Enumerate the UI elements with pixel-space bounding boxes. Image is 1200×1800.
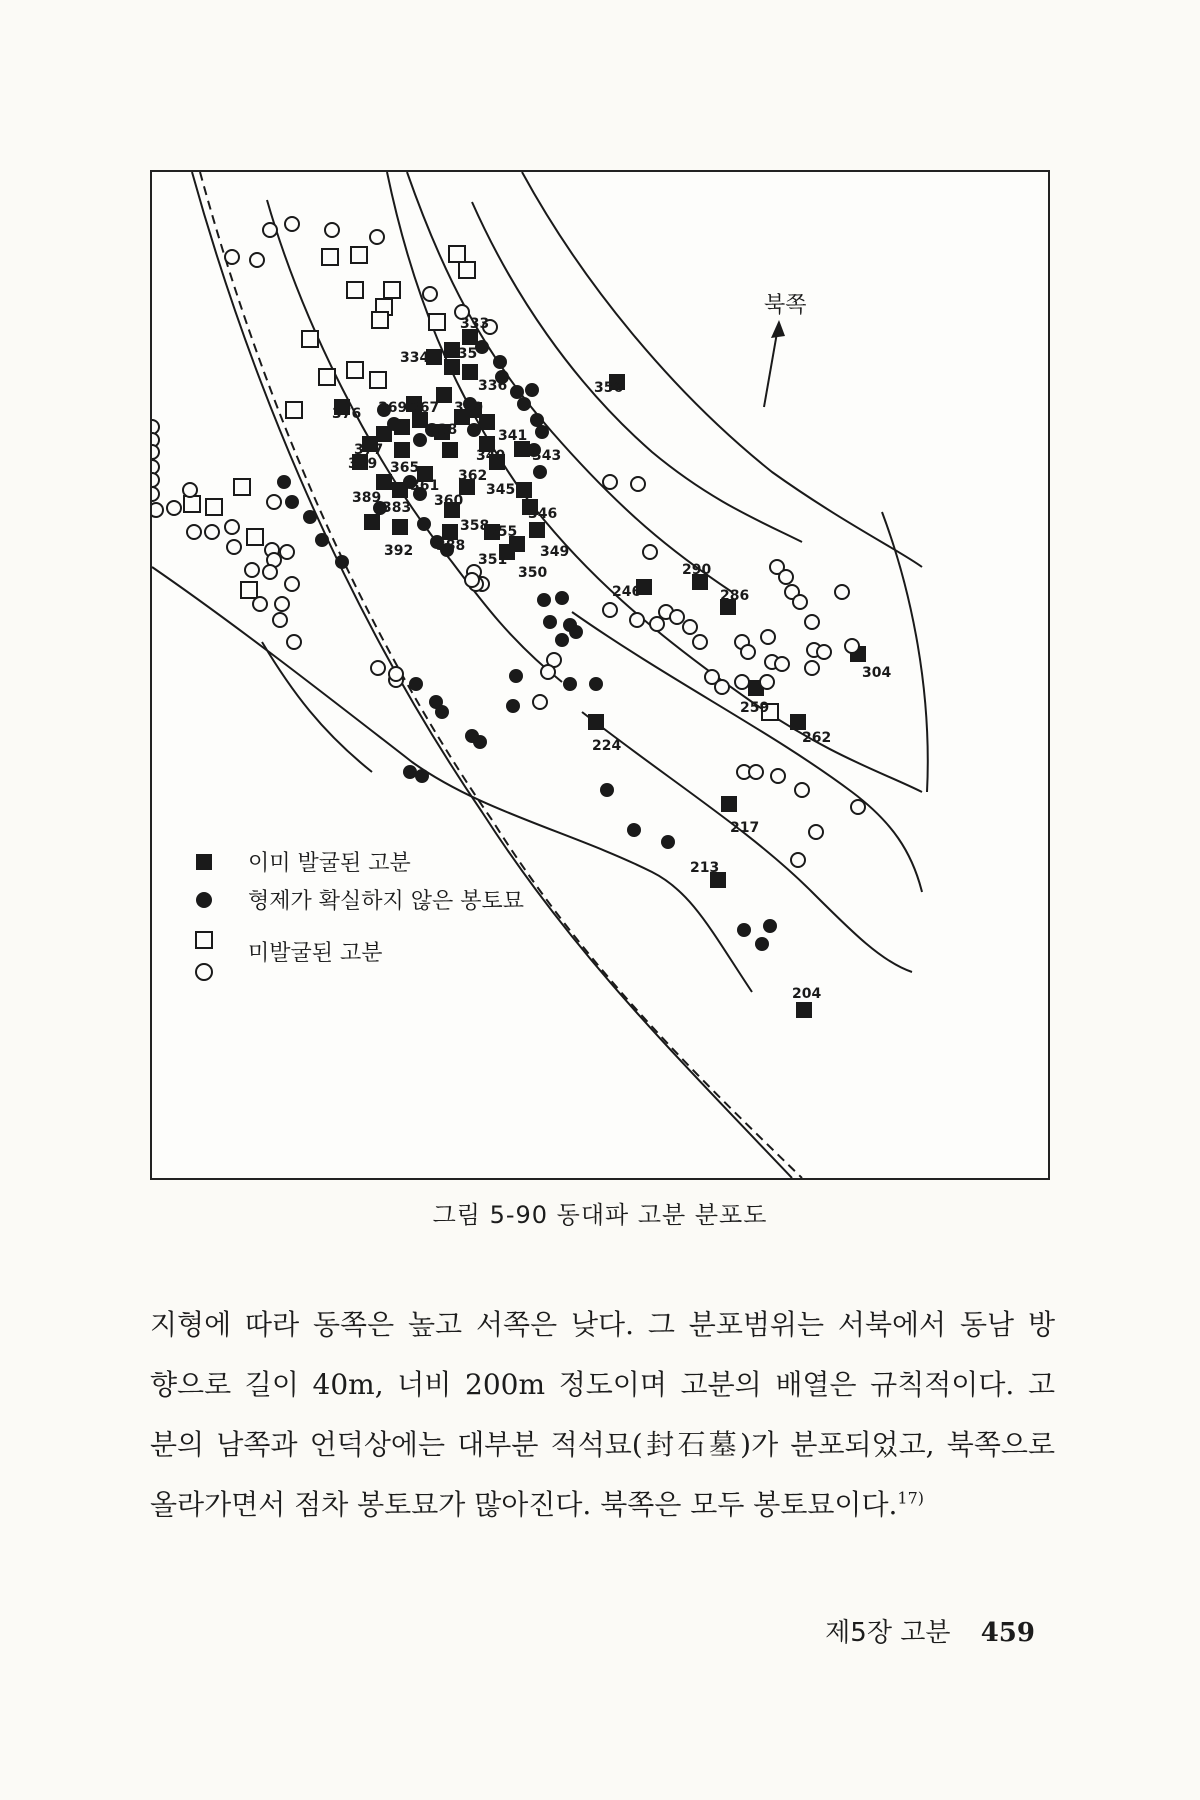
excavated-tomb-marker-20 — [516, 482, 532, 498]
body-line-4 — [150, 1475, 1055, 1535]
unexcavated-square-marker — [206, 499, 222, 515]
unexcavated-tomb-marker — [760, 675, 774, 689]
unexcavated-tomb-marker — [771, 769, 785, 783]
body-line-4-text: 올라가면서 점차 봉토묘가 많아진다. 북쪽은 모두 봉토묘이다. — [150, 1488, 898, 1521]
mound-tomb-marker — [569, 625, 583, 639]
unexcavated-tomb-marker — [741, 645, 755, 659]
body-line-2: 향으로 길이 40m, 너비 200m 정도이며 고분의 배열은 규칙적이다. 고 — [150, 1368, 1055, 1401]
unexcavated-tomb-marker — [152, 460, 159, 474]
unexcavated-tomb-marker — [389, 667, 403, 681]
mound-label-7: 369 — [378, 400, 408, 416]
unexcavated-square-marker — [370, 372, 386, 388]
unexcavated-tomb-marker — [779, 570, 793, 584]
mound-label-34: 304 — [862, 665, 892, 681]
excavated-tomb-marker-38 — [721, 796, 737, 812]
unexcavated-tomb-marker — [805, 661, 819, 675]
mound-tomb-marker — [535, 425, 549, 439]
mound-tomb-marker — [409, 677, 423, 691]
mound-tomb-marker — [435, 705, 449, 719]
unexcavated-tomb-marker — [791, 853, 805, 867]
unexcavated-tomb-marker — [152, 503, 163, 517]
unexcavated-tomb-marker — [793, 595, 807, 609]
mound-label-35: 259 — [740, 700, 770, 716]
mound-label-8: 367 — [410, 400, 440, 416]
unexcavated-tomb-marker — [683, 620, 697, 634]
mound-tomb-marker — [525, 383, 539, 397]
legend-item-2 — [196, 889, 524, 914]
unexcavated-tomb-marker — [253, 597, 267, 611]
mound-tomb-marker — [755, 937, 769, 951]
unexcavated-tomb-marker — [693, 635, 707, 649]
mound-label-17: 362 — [458, 468, 488, 484]
unexcavated-tomb-marker — [152, 420, 159, 434]
unexcavated-tomb-marker — [423, 287, 437, 301]
page-footer — [825, 1612, 1035, 1649]
unexcavated-square-marker — [184, 496, 200, 512]
mound-tomb-marker — [563, 677, 577, 691]
unexcavated-tomb-marker — [603, 475, 617, 489]
legend — [196, 851, 524, 980]
mound-label-38: 217 — [730, 820, 760, 836]
mound-label-12: 377 — [354, 442, 384, 458]
unexcavated-tomb-marker — [227, 540, 241, 554]
mound-tomb-marker — [530, 413, 544, 427]
contour-south-low — [152, 567, 752, 992]
mound-label-5: 356 — [594, 380, 624, 396]
unexcavated-square-marker — [347, 282, 363, 298]
mound-tomb-marker — [417, 517, 431, 531]
mound-tomb-marker — [467, 423, 481, 437]
unexcavated-square-marker — [322, 249, 338, 265]
mound-tomb-marker — [413, 433, 427, 447]
unexcavated-tomb-marker — [650, 617, 664, 631]
mound-label-32: 246 — [612, 584, 642, 600]
unexcavated-square-marker — [449, 246, 465, 262]
mound-label-40: 204 — [792, 986, 822, 1002]
mound-tomb-marker — [509, 669, 523, 683]
unexcavated-square-marker — [351, 247, 367, 263]
legend-label-2: 형제가 확실하지 않은 봉토묘 — [248, 889, 525, 914]
mound-label-18: 361 — [410, 478, 440, 494]
mound-label-31: 290 — [682, 562, 712, 578]
mound-tomb-marker — [387, 417, 401, 431]
unexcavated-square-marker — [247, 529, 263, 545]
mound-tomb-marker — [473, 735, 487, 749]
unexcavated-square-marker — [234, 479, 250, 495]
mound-tomb-marker — [506, 699, 520, 713]
mound-label-23: 346 — [528, 506, 558, 522]
mound-label-2: 334 — [400, 350, 430, 366]
legend-label-4: 미발굴된 고분 — [248, 941, 383, 966]
legend-filled-square-icon — [196, 854, 212, 870]
mound-tomb-marker — [403, 765, 417, 779]
mound-tomb-marker — [315, 533, 329, 547]
unexcavated-tomb-marker — [205, 525, 219, 539]
mound-tomb-marker — [510, 385, 524, 399]
legend-item-4 — [196, 941, 383, 980]
unexcavated-tomb-marker — [845, 639, 859, 653]
excavated-tomb-marker-14 — [394, 442, 410, 458]
unexcavated-tomb-marker — [285, 577, 299, 591]
legend-filled-circle-icon — [196, 892, 212, 908]
unexcavated-tomb-marker — [267, 495, 281, 509]
chapter-title: 제5장 고분 — [825, 1618, 951, 1648]
legend-open-square-icon — [196, 932, 212, 948]
mound-tomb-marker — [600, 783, 614, 797]
mound-label-10: 338 — [428, 422, 458, 438]
unexcavated-tomb-marker — [263, 223, 277, 237]
mound-tomb-marker — [555, 633, 569, 647]
mound-tomb-marker — [537, 593, 551, 607]
unexcavated-tomb-marker — [371, 661, 385, 675]
mound-tomb-marker — [415, 769, 429, 783]
body-line-3: 분의 남쪽과 언덕상에는 대부분 적석묘(封石墓)가 분포되었고, 북쪽으로 — [150, 1428, 1055, 1461]
mound-tomb-marker — [335, 555, 349, 569]
unexcavated-tomb-marker — [245, 563, 259, 577]
unexcavated-tomb-marker — [630, 613, 644, 627]
legend-item-3 — [196, 932, 212, 948]
unexcavated-tomb-marker — [187, 525, 201, 539]
mound-tomb-marker — [737, 923, 751, 937]
mound-label-6: 376 — [332, 406, 362, 422]
unexcavated-tomb-marker — [670, 610, 684, 624]
legend-label-1: 이미 발굴된 고분 — [248, 851, 411, 876]
mound-tomb-marker — [661, 835, 675, 849]
unexcavated-tomb-marker — [533, 695, 547, 709]
excavated-tomb-marker-21 — [376, 474, 392, 490]
mound-label-24: 358 — [460, 518, 490, 534]
unexcavated-square-marker — [319, 369, 335, 385]
mound-tomb-marker — [533, 465, 547, 479]
mound-label-37: 224 — [592, 738, 622, 754]
unexcavated-tomb-marker — [275, 597, 289, 611]
mound-tomb-marker — [277, 475, 291, 489]
unexcavated-tomb-marker — [851, 800, 865, 814]
excavated-tomb-marker — [442, 442, 458, 458]
excavated-tomb-marker-28 — [392, 519, 408, 535]
unexcavated-tomb-marker — [643, 545, 657, 559]
unexcavated-tomb-marker — [152, 445, 159, 459]
contour-east-top — [522, 172, 922, 567]
unexcavated-tomb-marker — [795, 783, 809, 797]
mound-label-13: 379 — [348, 456, 378, 472]
mound-label-15: 340 — [476, 448, 506, 464]
mound-label-28: 392 — [384, 543, 414, 559]
unexcavated-square-marker — [372, 312, 388, 328]
unexcavated-tomb-marker — [541, 665, 555, 679]
mound-tomb-marker — [627, 823, 641, 837]
unexcavated-tomb-marker — [370, 230, 384, 244]
mound-tomb-marker — [589, 677, 603, 691]
mound-label-25: 355 — [488, 524, 518, 540]
unexcavated-square-marker — [241, 582, 257, 598]
unexcavated-square-marker — [302, 331, 318, 347]
unexcavated-tomb-marker — [225, 250, 239, 264]
mound-label-36: 262 — [802, 730, 832, 746]
unexcavated-tomb-marker — [835, 585, 849, 599]
mound-tomb-marker — [303, 510, 317, 524]
unexcavated-tomb-marker — [183, 483, 197, 497]
unexcavated-tomb-marker — [325, 223, 339, 237]
mound-label-30: 350 — [518, 565, 548, 581]
unexcavated-tomb-marker — [809, 825, 823, 839]
mound-tomb-marker — [763, 919, 777, 933]
unexcavated-tomb-marker — [805, 615, 819, 629]
north-label: 북쪽 — [764, 293, 807, 318]
unexcavated-tomb-marker — [775, 657, 789, 671]
mound-label-3: 335 — [448, 346, 478, 362]
mound-label-9: 339 — [454, 400, 484, 416]
excavated-tomb-marker-36 — [790, 714, 806, 730]
excavated-tomb-marker-37 — [588, 714, 604, 730]
unexcavated-tomb-marker — [603, 603, 617, 617]
mound-tomb-marker — [555, 591, 569, 605]
unexcavated-tomb-marker — [631, 477, 645, 491]
body-line-1: 지형에 따라 동쪽은 높고 서쪽은 낮다. 그 분포범위는 서북에서 동남 방 — [150, 1308, 1055, 1341]
unexcavated-tomb-marker — [285, 217, 299, 231]
figure-caption: 그림 5-90 동대파 고분 분포도 — [432, 1201, 768, 1229]
mound-tomb-marker — [285, 495, 299, 509]
unexcavated-tomb-marker — [749, 765, 763, 779]
footnote-ref: 17) — [897, 1488, 925, 1508]
contour-far-east — [882, 512, 928, 792]
unexcavated-tomb-marker — [263, 565, 277, 579]
mound-label-1: 333 — [460, 316, 490, 332]
unexcavated-square-marker — [347, 362, 363, 378]
distribution-map — [150, 170, 1050, 1180]
unexcavated-tomb-marker — [152, 487, 159, 501]
unexcavated-tomb-marker — [465, 573, 479, 587]
mound-label-22: 383 — [382, 500, 412, 516]
unexcavated-tomb-marker — [287, 635, 301, 649]
mound-label-4: 336 — [478, 378, 508, 394]
mound-label-11: 341 — [498, 428, 528, 444]
mound-label-39: 213 — [690, 860, 720, 876]
excavated-tomb-marker-27 — [529, 522, 545, 538]
unexcavated-tomb-marker — [280, 545, 294, 559]
unexcavated-tomb-marker — [250, 253, 264, 267]
unexcavated-tomb-marker — [735, 675, 749, 689]
mound-label-26: 388 — [436, 538, 466, 554]
mound-label-20: 345 — [486, 482, 516, 498]
mound-label-29: 351 — [478, 552, 508, 568]
mound-label-27: 349 — [540, 544, 570, 560]
mound-label-19: 360 — [434, 493, 464, 509]
mound-tomb-marker — [517, 397, 531, 411]
unexcavated-tomb-marker — [817, 645, 831, 659]
unexcavated-tomb-marker — [761, 630, 775, 644]
unexcavated-tomb-marker — [167, 501, 181, 515]
unexcavated-tomb-marker — [273, 613, 287, 627]
unexcavated-tomb-marker — [225, 520, 239, 534]
unexcavated-tomb-marker — [715, 680, 729, 694]
excavated-tomb-marker-40 — [796, 1002, 812, 1018]
mound-tomb-marker — [543, 615, 557, 629]
mound-label-21: 389 — [352, 490, 382, 506]
mound-tomb-marker — [493, 355, 507, 369]
north-arrow — [764, 293, 807, 407]
page-number: 459 — [980, 1618, 1035, 1648]
body-paragraph — [150, 1295, 1055, 1535]
mound-label-14: 365 — [390, 460, 420, 476]
unexcavated-square-marker — [384, 282, 400, 298]
legend-open-circle-icon — [196, 964, 212, 980]
excavated-tomb-marker-4 — [462, 364, 478, 380]
mound-label-16: 343 — [532, 448, 562, 464]
excavated-tomb-marker — [364, 514, 380, 530]
contour-south-small — [262, 642, 372, 772]
mound-label-33: 286 — [720, 588, 750, 604]
unexcavated-square-marker — [459, 262, 475, 278]
legend-item-1 — [196, 851, 411, 876]
unexcavated-square-marker — [286, 402, 302, 418]
unexcavated-square-marker — [429, 314, 445, 330]
map-canvas — [152, 172, 1048, 1178]
unexcavated-tomb-marker — [152, 473, 159, 487]
